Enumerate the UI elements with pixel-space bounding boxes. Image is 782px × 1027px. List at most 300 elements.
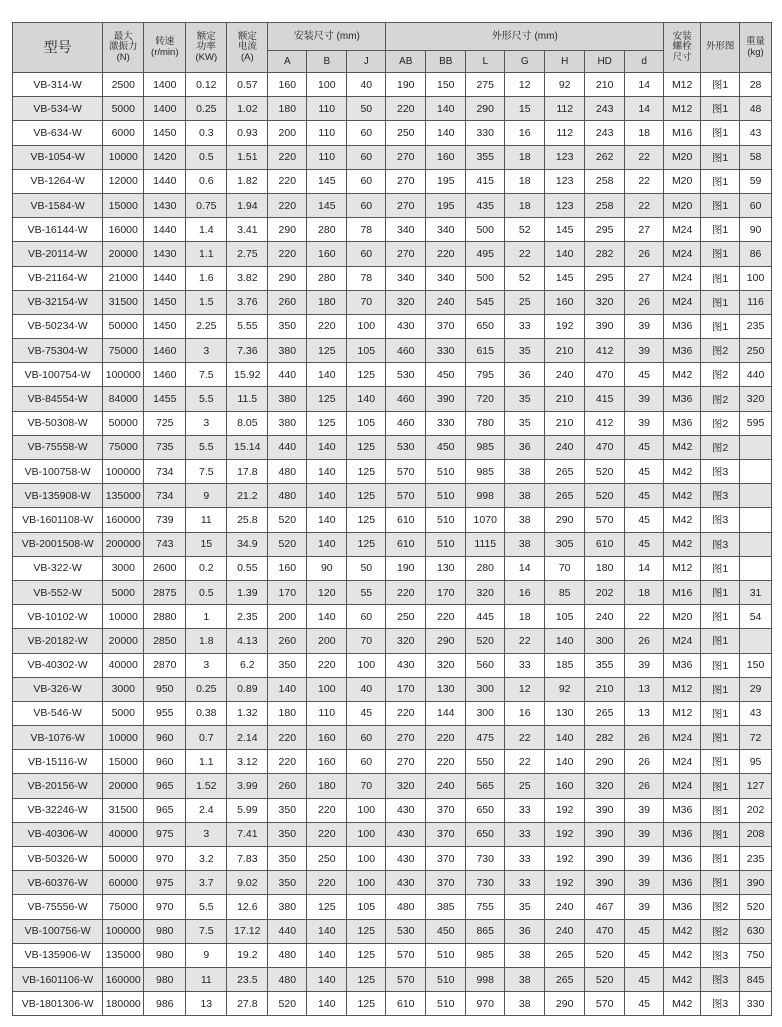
cell-speed: 1460	[144, 339, 186, 363]
cell-B: 140	[307, 605, 347, 629]
cell-H: 265	[545, 460, 585, 484]
cell-A: 350	[268, 871, 307, 895]
cell-current: 5.99	[227, 798, 268, 822]
cell-current: 1.94	[227, 193, 268, 217]
cell-figure: 图1	[701, 193, 740, 217]
cell-J: 60	[347, 605, 386, 629]
cell-AB: 570	[386, 484, 426, 508]
cell-BB: 340	[426, 218, 466, 242]
cell-d: 26	[625, 290, 664, 314]
cell-bolt: M20	[664, 193, 701, 217]
cell-A: 290	[268, 266, 307, 290]
table-row	[13, 435, 772, 459]
subheader-d: d	[625, 51, 664, 73]
cell-L: 650	[466, 314, 505, 338]
cell-G: 18	[505, 605, 545, 629]
cell-current: 12.6	[227, 895, 268, 919]
cell-AB: 460	[386, 411, 426, 435]
cell-weight	[740, 508, 772, 532]
cell-H: 290	[545, 508, 585, 532]
cell-max-force: 180000	[103, 992, 144, 1016]
cell-max-force: 75000	[103, 339, 144, 363]
cell-J: 105	[347, 895, 386, 919]
cell-bolt: M12	[664, 73, 701, 97]
cell-A: 440	[268, 919, 307, 943]
subheader-G: G	[505, 51, 545, 73]
cell-B: 180	[307, 290, 347, 314]
cell-model: VB-135906-W	[13, 943, 103, 967]
cell-AB: 530	[386, 363, 426, 387]
cell-G: 33	[505, 871, 545, 895]
cell-AB: 610	[386, 532, 426, 556]
cell-B: 125	[307, 387, 347, 411]
cell-speed: 1460	[144, 363, 186, 387]
table-row	[13, 169, 772, 193]
cell-B: 180	[307, 774, 347, 798]
cell-G: 38	[505, 967, 545, 991]
cell-BB: 144	[426, 701, 466, 725]
cell-model: VB-20156-W	[13, 774, 103, 798]
cell-max-force: 10000	[103, 145, 144, 169]
cell-power: 3	[186, 339, 227, 363]
cell-H: 192	[545, 847, 585, 871]
table-row	[13, 919, 772, 943]
cell-BB: 330	[426, 411, 466, 435]
cell-model: VB-552-W	[13, 580, 103, 604]
cell-L: 320	[466, 580, 505, 604]
cell-speed: 970	[144, 847, 186, 871]
cell-G: 15	[505, 97, 545, 121]
cell-HD: 390	[585, 871, 625, 895]
cell-HD: 210	[585, 677, 625, 701]
cell-power: 9	[186, 484, 227, 508]
cell-L: 1115	[466, 532, 505, 556]
cell-figure: 图1	[701, 726, 740, 750]
cell-bolt: M20	[664, 145, 701, 169]
cell-figure: 图1	[701, 629, 740, 653]
cell-bolt: M16	[664, 121, 701, 145]
cell-B: 160	[307, 242, 347, 266]
header-power: 额定 功率 (KW)	[186, 23, 227, 73]
cell-AB: 430	[386, 871, 426, 895]
cell-weight: 31	[740, 580, 772, 604]
table-row	[13, 290, 772, 314]
cell-bolt: M12	[664, 677, 701, 701]
cell-B: 140	[307, 363, 347, 387]
cell-A: 260	[268, 290, 307, 314]
cell-B: 125	[307, 339, 347, 363]
cell-H: 140	[545, 629, 585, 653]
cell-HD: 520	[585, 484, 625, 508]
cell-weight: 60	[740, 193, 772, 217]
subheader-A: A	[268, 51, 307, 73]
cell-BB: 320	[426, 653, 466, 677]
cell-BB: 510	[426, 992, 466, 1016]
cell-model: VB-100756-W	[13, 919, 103, 943]
cell-speed: 725	[144, 411, 186, 435]
cell-power: 0.25	[186, 97, 227, 121]
cell-speed: 2850	[144, 629, 186, 653]
cell-HD: 470	[585, 435, 625, 459]
cell-weight: 29	[740, 677, 772, 701]
cell-d: 27	[625, 266, 664, 290]
cell-AB: 430	[386, 798, 426, 822]
cell-max-force: 84000	[103, 387, 144, 411]
cell-H: 123	[545, 193, 585, 217]
cell-A: 290	[268, 218, 307, 242]
cell-BB: 510	[426, 943, 466, 967]
cell-speed: 980	[144, 967, 186, 991]
cell-H: 265	[545, 484, 585, 508]
cell-speed: 1440	[144, 169, 186, 193]
cell-A: 180	[268, 701, 307, 725]
cell-H: 140	[545, 726, 585, 750]
cell-power: 0.7	[186, 726, 227, 750]
cell-AB: 250	[386, 605, 426, 629]
cell-G: 35	[505, 411, 545, 435]
cell-L: 795	[466, 363, 505, 387]
cell-G: 35	[505, 387, 545, 411]
cell-B: 220	[307, 653, 347, 677]
cell-L: 998	[466, 484, 505, 508]
cell-J: 60	[347, 242, 386, 266]
cell-current: 2.14	[227, 726, 268, 750]
cell-HD: 570	[585, 992, 625, 1016]
cell-weight	[740, 460, 772, 484]
cell-A: 220	[268, 193, 307, 217]
cell-max-force: 200000	[103, 532, 144, 556]
cell-current: 8.05	[227, 411, 268, 435]
cell-L: 550	[466, 750, 505, 774]
cell-H: 192	[545, 314, 585, 338]
cell-weight: 54	[740, 605, 772, 629]
cell-G: 33	[505, 847, 545, 871]
cell-A: 220	[268, 242, 307, 266]
cell-model: VB-546-W	[13, 701, 103, 725]
cell-figure: 图1	[701, 121, 740, 145]
cell-bolt: M42	[664, 943, 701, 967]
table-row	[13, 798, 772, 822]
table-row	[13, 266, 772, 290]
cell-AB: 570	[386, 967, 426, 991]
cell-B: 120	[307, 580, 347, 604]
cell-speed: 1420	[144, 145, 186, 169]
cell-power: 1.4	[186, 218, 227, 242]
cell-HD: 243	[585, 121, 625, 145]
cell-speed: 1440	[144, 218, 186, 242]
cell-G: 25	[505, 774, 545, 798]
cell-power: 1	[186, 605, 227, 629]
cell-bolt: M42	[664, 967, 701, 991]
cell-weight	[740, 532, 772, 556]
cell-d: 45	[625, 508, 664, 532]
cell-speed: 960	[144, 750, 186, 774]
cell-H: 123	[545, 169, 585, 193]
cell-HD: 390	[585, 847, 625, 871]
cell-speed: 970	[144, 895, 186, 919]
cell-G: 18	[505, 193, 545, 217]
cell-A: 140	[268, 677, 307, 701]
cell-B: 160	[307, 750, 347, 774]
cell-J: 100	[347, 822, 386, 846]
cell-figure: 图1	[701, 822, 740, 846]
cell-max-force: 100000	[103, 460, 144, 484]
cell-H: 70	[545, 556, 585, 580]
table-row	[13, 629, 772, 653]
cell-BB: 510	[426, 508, 466, 532]
cell-current: 17.12	[227, 919, 268, 943]
cell-G: 16	[505, 701, 545, 725]
cell-AB: 270	[386, 750, 426, 774]
cell-d: 22	[625, 605, 664, 629]
header-bolt-size: 安装 螺栓 尺寸	[664, 23, 701, 73]
cell-G: 33	[505, 798, 545, 822]
cell-current: 0.57	[227, 73, 268, 97]
cell-HD: 262	[585, 145, 625, 169]
cell-BB: 140	[426, 121, 466, 145]
cell-HD: 290	[585, 750, 625, 774]
cell-L: 435	[466, 193, 505, 217]
table-row	[13, 411, 772, 435]
cell-figure: 图1	[701, 605, 740, 629]
cell-BB: 220	[426, 242, 466, 266]
cell-AB: 430	[386, 653, 426, 677]
cell-current: 7.36	[227, 339, 268, 363]
cell-current: 19.2	[227, 943, 268, 967]
cell-model: VB-1801306-W	[13, 992, 103, 1016]
cell-BB: 150	[426, 73, 466, 97]
subheader-H: H	[545, 51, 585, 73]
cell-figure: 图1	[701, 653, 740, 677]
cell-AB: 430	[386, 847, 426, 871]
cell-J: 60	[347, 169, 386, 193]
cell-J: 60	[347, 726, 386, 750]
cell-A: 440	[268, 363, 307, 387]
cell-AB: 270	[386, 242, 426, 266]
cell-BB: 450	[426, 919, 466, 943]
cell-J: 125	[347, 363, 386, 387]
cell-current: 3.12	[227, 750, 268, 774]
table-row	[13, 726, 772, 750]
cell-weight: 750	[740, 943, 772, 967]
cell-d: 18	[625, 121, 664, 145]
cell-weight: 72	[740, 726, 772, 750]
cell-d: 26	[625, 242, 664, 266]
cell-AB: 430	[386, 314, 426, 338]
cell-bolt: M24	[664, 218, 701, 242]
cell-J: 100	[347, 653, 386, 677]
cell-speed: 1455	[144, 387, 186, 411]
cell-H: 192	[545, 822, 585, 846]
cell-AB: 170	[386, 677, 426, 701]
cell-max-force: 10000	[103, 605, 144, 629]
cell-HD: 243	[585, 97, 625, 121]
table-row	[13, 73, 772, 97]
cell-G: 38	[505, 992, 545, 1016]
cell-J: 125	[347, 460, 386, 484]
cell-current: 0.55	[227, 556, 268, 580]
cell-d: 18	[625, 580, 664, 604]
cell-bolt: M24	[664, 629, 701, 653]
cell-G: 36	[505, 363, 545, 387]
cell-AB: 460	[386, 387, 426, 411]
cell-bolt: M12	[664, 556, 701, 580]
cell-bolt: M20	[664, 605, 701, 629]
cell-AB: 190	[386, 556, 426, 580]
cell-model: VB-50326-W	[13, 847, 103, 871]
cell-weight: 28	[740, 73, 772, 97]
cell-B: 145	[307, 169, 347, 193]
cell-d: 39	[625, 847, 664, 871]
cell-BB: 510	[426, 460, 466, 484]
cell-AB: 270	[386, 169, 426, 193]
cell-H: 123	[545, 145, 585, 169]
cell-A: 480	[268, 943, 307, 967]
cell-bolt: M36	[664, 895, 701, 919]
cell-power: 0.12	[186, 73, 227, 97]
table-row	[13, 605, 772, 629]
cell-speed: 980	[144, 919, 186, 943]
cell-BB: 130	[426, 677, 466, 701]
cell-G: 22	[505, 726, 545, 750]
cell-G: 25	[505, 290, 545, 314]
cell-power: 3.2	[186, 847, 227, 871]
cell-AB: 320	[386, 290, 426, 314]
cell-bolt: M24	[664, 290, 701, 314]
cell-bolt: M36	[664, 411, 701, 435]
cell-speed: 1450	[144, 314, 186, 338]
cell-model: VB-1601108-W	[13, 508, 103, 532]
subheader-J: J	[347, 51, 386, 73]
cell-H: 85	[545, 580, 585, 604]
cell-d: 14	[625, 73, 664, 97]
cell-weight: 43	[740, 701, 772, 725]
cell-model: VB-16144-W	[13, 218, 103, 242]
cell-BB: 220	[426, 726, 466, 750]
cell-figure: 图1	[701, 266, 740, 290]
cell-HD: 412	[585, 339, 625, 363]
cell-model: VB-1054-W	[13, 145, 103, 169]
cell-current: 21.2	[227, 484, 268, 508]
cell-HD: 320	[585, 774, 625, 798]
cell-L: 865	[466, 919, 505, 943]
subheader-L: L	[466, 51, 505, 73]
table-row	[13, 653, 772, 677]
cell-current: 27.8	[227, 992, 268, 1016]
cell-AB: 340	[386, 218, 426, 242]
cell-model: VB-100754-W	[13, 363, 103, 387]
cell-power: 3	[186, 411, 227, 435]
cell-weight: 150	[740, 653, 772, 677]
cell-L: 755	[466, 895, 505, 919]
cell-L: 330	[466, 121, 505, 145]
cell-G: 16	[505, 121, 545, 145]
cell-speed: 1400	[144, 97, 186, 121]
cell-max-force: 160000	[103, 508, 144, 532]
cell-weight: 58	[740, 145, 772, 169]
cell-B: 140	[307, 943, 347, 967]
cell-G: 14	[505, 556, 545, 580]
cell-J: 125	[347, 532, 386, 556]
cell-model: VB-2001508-W	[13, 532, 103, 556]
cell-bolt: M36	[664, 387, 701, 411]
cell-L: 445	[466, 605, 505, 629]
cell-figure: 图1	[701, 750, 740, 774]
cell-B: 110	[307, 97, 347, 121]
cell-figure: 图1	[701, 73, 740, 97]
cell-J: 45	[347, 701, 386, 725]
cell-power: 9	[186, 943, 227, 967]
cell-d: 26	[625, 750, 664, 774]
cell-max-force: 21000	[103, 266, 144, 290]
cell-A: 480	[268, 484, 307, 508]
cell-figure: 图1	[701, 314, 740, 338]
cell-model: VB-1584-W	[13, 193, 103, 217]
cell-H: 305	[545, 532, 585, 556]
cell-J: 105	[347, 411, 386, 435]
cell-bolt: M16	[664, 580, 701, 604]
cell-weight	[740, 556, 772, 580]
cell-J: 140	[347, 387, 386, 411]
cell-figure: 图1	[701, 798, 740, 822]
cell-L: 500	[466, 266, 505, 290]
cell-A: 260	[268, 629, 307, 653]
cell-d: 27	[625, 218, 664, 242]
cell-model: VB-32154-W	[13, 290, 103, 314]
cell-B: 220	[307, 822, 347, 846]
cell-HD: 390	[585, 314, 625, 338]
cell-bolt: M36	[664, 847, 701, 871]
cell-speed: 1440	[144, 266, 186, 290]
cell-BB: 450	[426, 363, 466, 387]
cell-HD: 355	[585, 653, 625, 677]
cell-current: 17.8	[227, 460, 268, 484]
cell-B: 140	[307, 967, 347, 991]
cell-J: 125	[347, 484, 386, 508]
cell-B: 250	[307, 847, 347, 871]
cell-power: 0.75	[186, 193, 227, 217]
cell-BB: 510	[426, 484, 466, 508]
cell-AB: 340	[386, 266, 426, 290]
cell-power: 1.52	[186, 774, 227, 798]
cell-A: 480	[268, 460, 307, 484]
cell-power: 1.5	[186, 290, 227, 314]
cell-weight: 330	[740, 992, 772, 1016]
cell-AB: 270	[386, 193, 426, 217]
cell-L: 650	[466, 822, 505, 846]
cell-d: 45	[625, 967, 664, 991]
cell-A: 350	[268, 847, 307, 871]
cell-model: VB-322-W	[13, 556, 103, 580]
cell-L: 300	[466, 677, 505, 701]
cell-A: 200	[268, 605, 307, 629]
cell-current: 0.89	[227, 677, 268, 701]
cell-figure: 图2	[701, 435, 740, 459]
cell-figure: 图1	[701, 871, 740, 895]
cell-model: VB-1076-W	[13, 726, 103, 750]
cell-d: 22	[625, 145, 664, 169]
cell-HD: 390	[585, 822, 625, 846]
cell-figure: 图2	[701, 919, 740, 943]
cell-BB: 385	[426, 895, 466, 919]
cell-J: 60	[347, 121, 386, 145]
cell-max-force: 15000	[103, 750, 144, 774]
cell-L: 355	[466, 145, 505, 169]
cell-AB: 460	[386, 339, 426, 363]
cell-bolt: M42	[664, 484, 701, 508]
cell-max-force: 31500	[103, 798, 144, 822]
cell-power: 7.5	[186, 363, 227, 387]
